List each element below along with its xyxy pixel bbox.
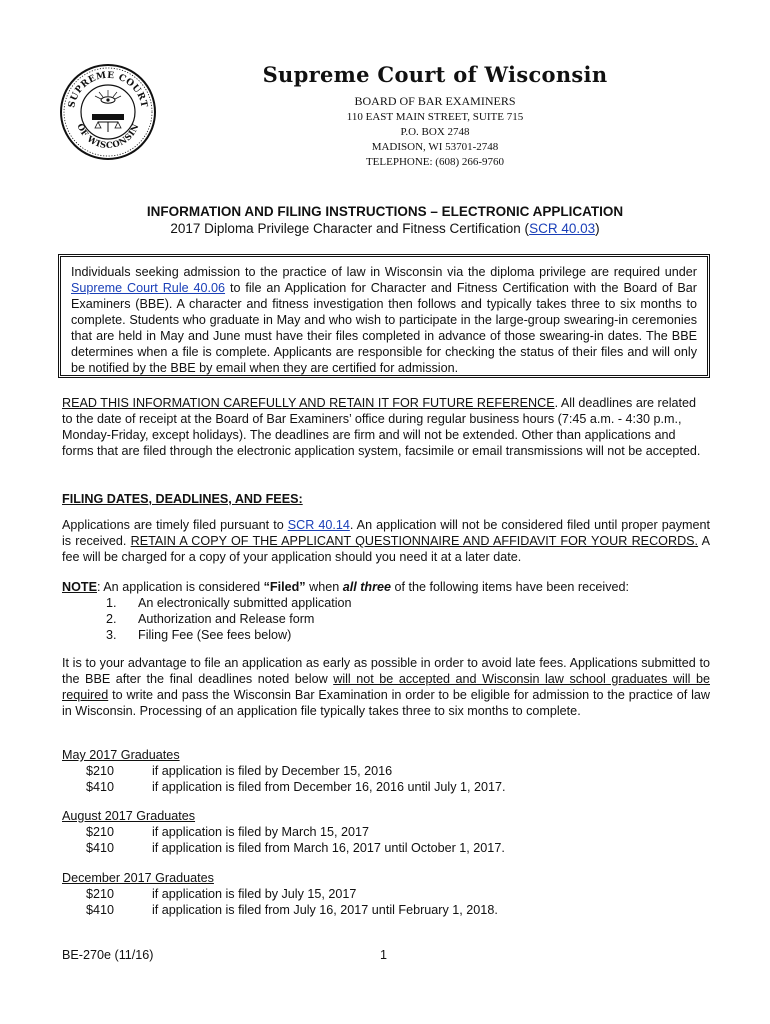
subtitle-close: ) (595, 221, 600, 236)
note-text-1: : An application is considered (96, 580, 264, 594)
note-text-2: when (305, 580, 343, 594)
fee-condition: if application is filed from March 16, 2017 until October 1, 2017. (152, 841, 505, 855)
fee-row (62, 779, 710, 795)
letterhead (200, 62, 670, 170)
advantage-paragraph (62, 655, 710, 719)
list-item-text: Filing Fee (See fees below) (138, 628, 292, 642)
filing-text-2: . An application will not be considered filed until proper payment is received. (62, 518, 710, 548)
scr-40-06-link[interactable]: Supreme Court Rule 40.06 (71, 281, 226, 295)
board-name: BOARD OF BAR EXAMINERS (354, 94, 516, 108)
list-item (62, 627, 710, 643)
filed-term: “Filed” (263, 580, 306, 594)
city-state-zip: MADISON, WI 53701-2748 (371, 141, 499, 153)
read-notice (62, 395, 710, 459)
fee-condition: if application is filed by December 15, 2016 (152, 764, 393, 778)
list-item (62, 611, 710, 627)
list-item-number: 3. (106, 628, 117, 642)
fee-schedule-december (62, 870, 710, 918)
fee-amount: $210 (86, 887, 115, 901)
all-three-term: all three (342, 580, 391, 594)
svg-text:SUPREME COURT: SUPREME COURT (67, 70, 149, 109)
fee-schedule-heading: May 2017 Graduates (62, 748, 180, 762)
fee-schedule-heading: December 2017 Graduates (62, 871, 214, 885)
fee-row (62, 824, 710, 840)
fee-condition: if application is filed by March 15, 2017 (152, 825, 370, 839)
subtitle-text: 2017 Diploma Privilege Character and Fitness Certification ( (170, 221, 530, 236)
document-title (60, 203, 710, 237)
required-items-list (62, 595, 710, 643)
fee-amount: $410 (86, 903, 115, 917)
advantage-text-2: to write and pass the Wisconsin Bar Examination in order to be eligible for admission to the practice of law in Wisconsin. Processing of an application file typically takes three to six months to complete. (62, 688, 710, 718)
scr-40-14-link[interactable]: SCR 40.14 (287, 518, 350, 532)
note-block (62, 579, 710, 643)
read-notice-heading: READ THIS INFORMATION CAREFULLY AND RETAIN IT FOR FUTURE REFERENCE (62, 396, 555, 410)
fee-row (62, 886, 710, 902)
intro-text-1: Individuals seeking admission to the practice of law in Wisconsin via the diploma privilege are required under (71, 265, 697, 279)
fee-amount: $410 (86, 780, 115, 794)
read-notice-text: . All deadlines are related to the date of receipt at the Board of Bar Examiners’ office during regular business hours (7:45 a.m. - 4:30 p.m., Monday-Friday, except holidays). The deadlines are firm and will not be extended. Other than applications and forms that are filed through the electronic application system, facsimile or email transmissions will not be accepted. (62, 396, 701, 458)
filing-heading-text: FILING DATES, DEADLINES, AND FEES: (62, 492, 303, 506)
note-text-3: of the following items have been received: (391, 580, 630, 594)
fee-schedule-heading: August 2017 Graduates (62, 809, 196, 823)
intro-text-2: to file an Application for Character and Fitness Certification with the Board of Bar Examiners (BBE). A character and fitness investigation then follows and typically takes three to six months to complete. Students who graduate in May and who wish to participate in the large-group swearing-in ceremonies that are held in May and June must have their files completed in advance of those swearing-in dates. The BBE determines when a file is complete. Applicants are responsible for checking the status of their files and will only be notified by the BBE by email when they are certified for admission. (71, 281, 697, 375)
note-label: NOTE (62, 580, 97, 594)
list-item (62, 595, 710, 611)
fee-schedule-august (62, 808, 710, 856)
advantage-text-1: It is to your advantage to file an application as early as possible in order to avoid late fees. Applications submitted to the BBE after the final deadlines noted below (62, 656, 710, 686)
fee-condition: if application is filed by July 15, 2017 (152, 887, 357, 901)
fee-schedule-may (62, 747, 710, 795)
fee-amount: $410 (86, 841, 115, 855)
fee-row (62, 763, 710, 779)
filing-text-3: A fee will be charged for a copy of your application should you need it at a later date. (62, 534, 710, 564)
filing-heading (62, 491, 710, 507)
list-item-number: 2. (106, 612, 117, 626)
scr-40-03-link[interactable]: SCR 40.03 (529, 221, 596, 236)
form-number: BE-270e (11/16) (62, 948, 154, 962)
court-seal-icon (58, 62, 158, 162)
list-item-text: An electronically submitted application (138, 596, 352, 610)
list-item-number: 1. (106, 596, 117, 610)
fee-condition: if application is filed from July 16, 2017 until February 1, 2018. (152, 903, 498, 917)
court-name: Supreme Court of Wisconsin (262, 62, 608, 87)
note-line (62, 579, 710, 595)
retain-copy-text: RETAIN A COPY OF THE APPLICANT QUESTIONNAIRE AND AFFIDAVIT FOR YOUR RECORDS. (130, 534, 699, 548)
subtitle (60, 220, 710, 237)
fee-amount: $210 (86, 764, 115, 778)
advantage-warning: will not be accepted and Wisconsin law school graduates will be required (62, 672, 710, 702)
fee-condition: if application is filed from December 16, 2016 until July 1, 2017. (152, 780, 506, 794)
telephone: TELEPHONE: (608) 266-9760 (365, 156, 505, 168)
po-box: P.O. BOX 2748 (400, 126, 470, 138)
street-address: 110 EAST MAIN STREET, SUITE 715 (346, 111, 524, 123)
page-number: 1 (380, 948, 388, 962)
fee-amount: $210 (86, 825, 115, 839)
list-item-text: Authorization and Release form (138, 612, 315, 626)
intro-box (58, 254, 710, 378)
main-title: INFORMATION AND FILING INSTRUCTIONS – ELECTRONIC APPLICATION (146, 204, 624, 219)
fee-row (62, 840, 710, 856)
fee-row (62, 902, 710, 918)
svg-text:OF WISCONSIN: OF WISCONSIN (74, 122, 142, 152)
filing-paragraph (62, 517, 710, 565)
filing-text-1: Applications are timely filed pursuant to (62, 518, 288, 532)
